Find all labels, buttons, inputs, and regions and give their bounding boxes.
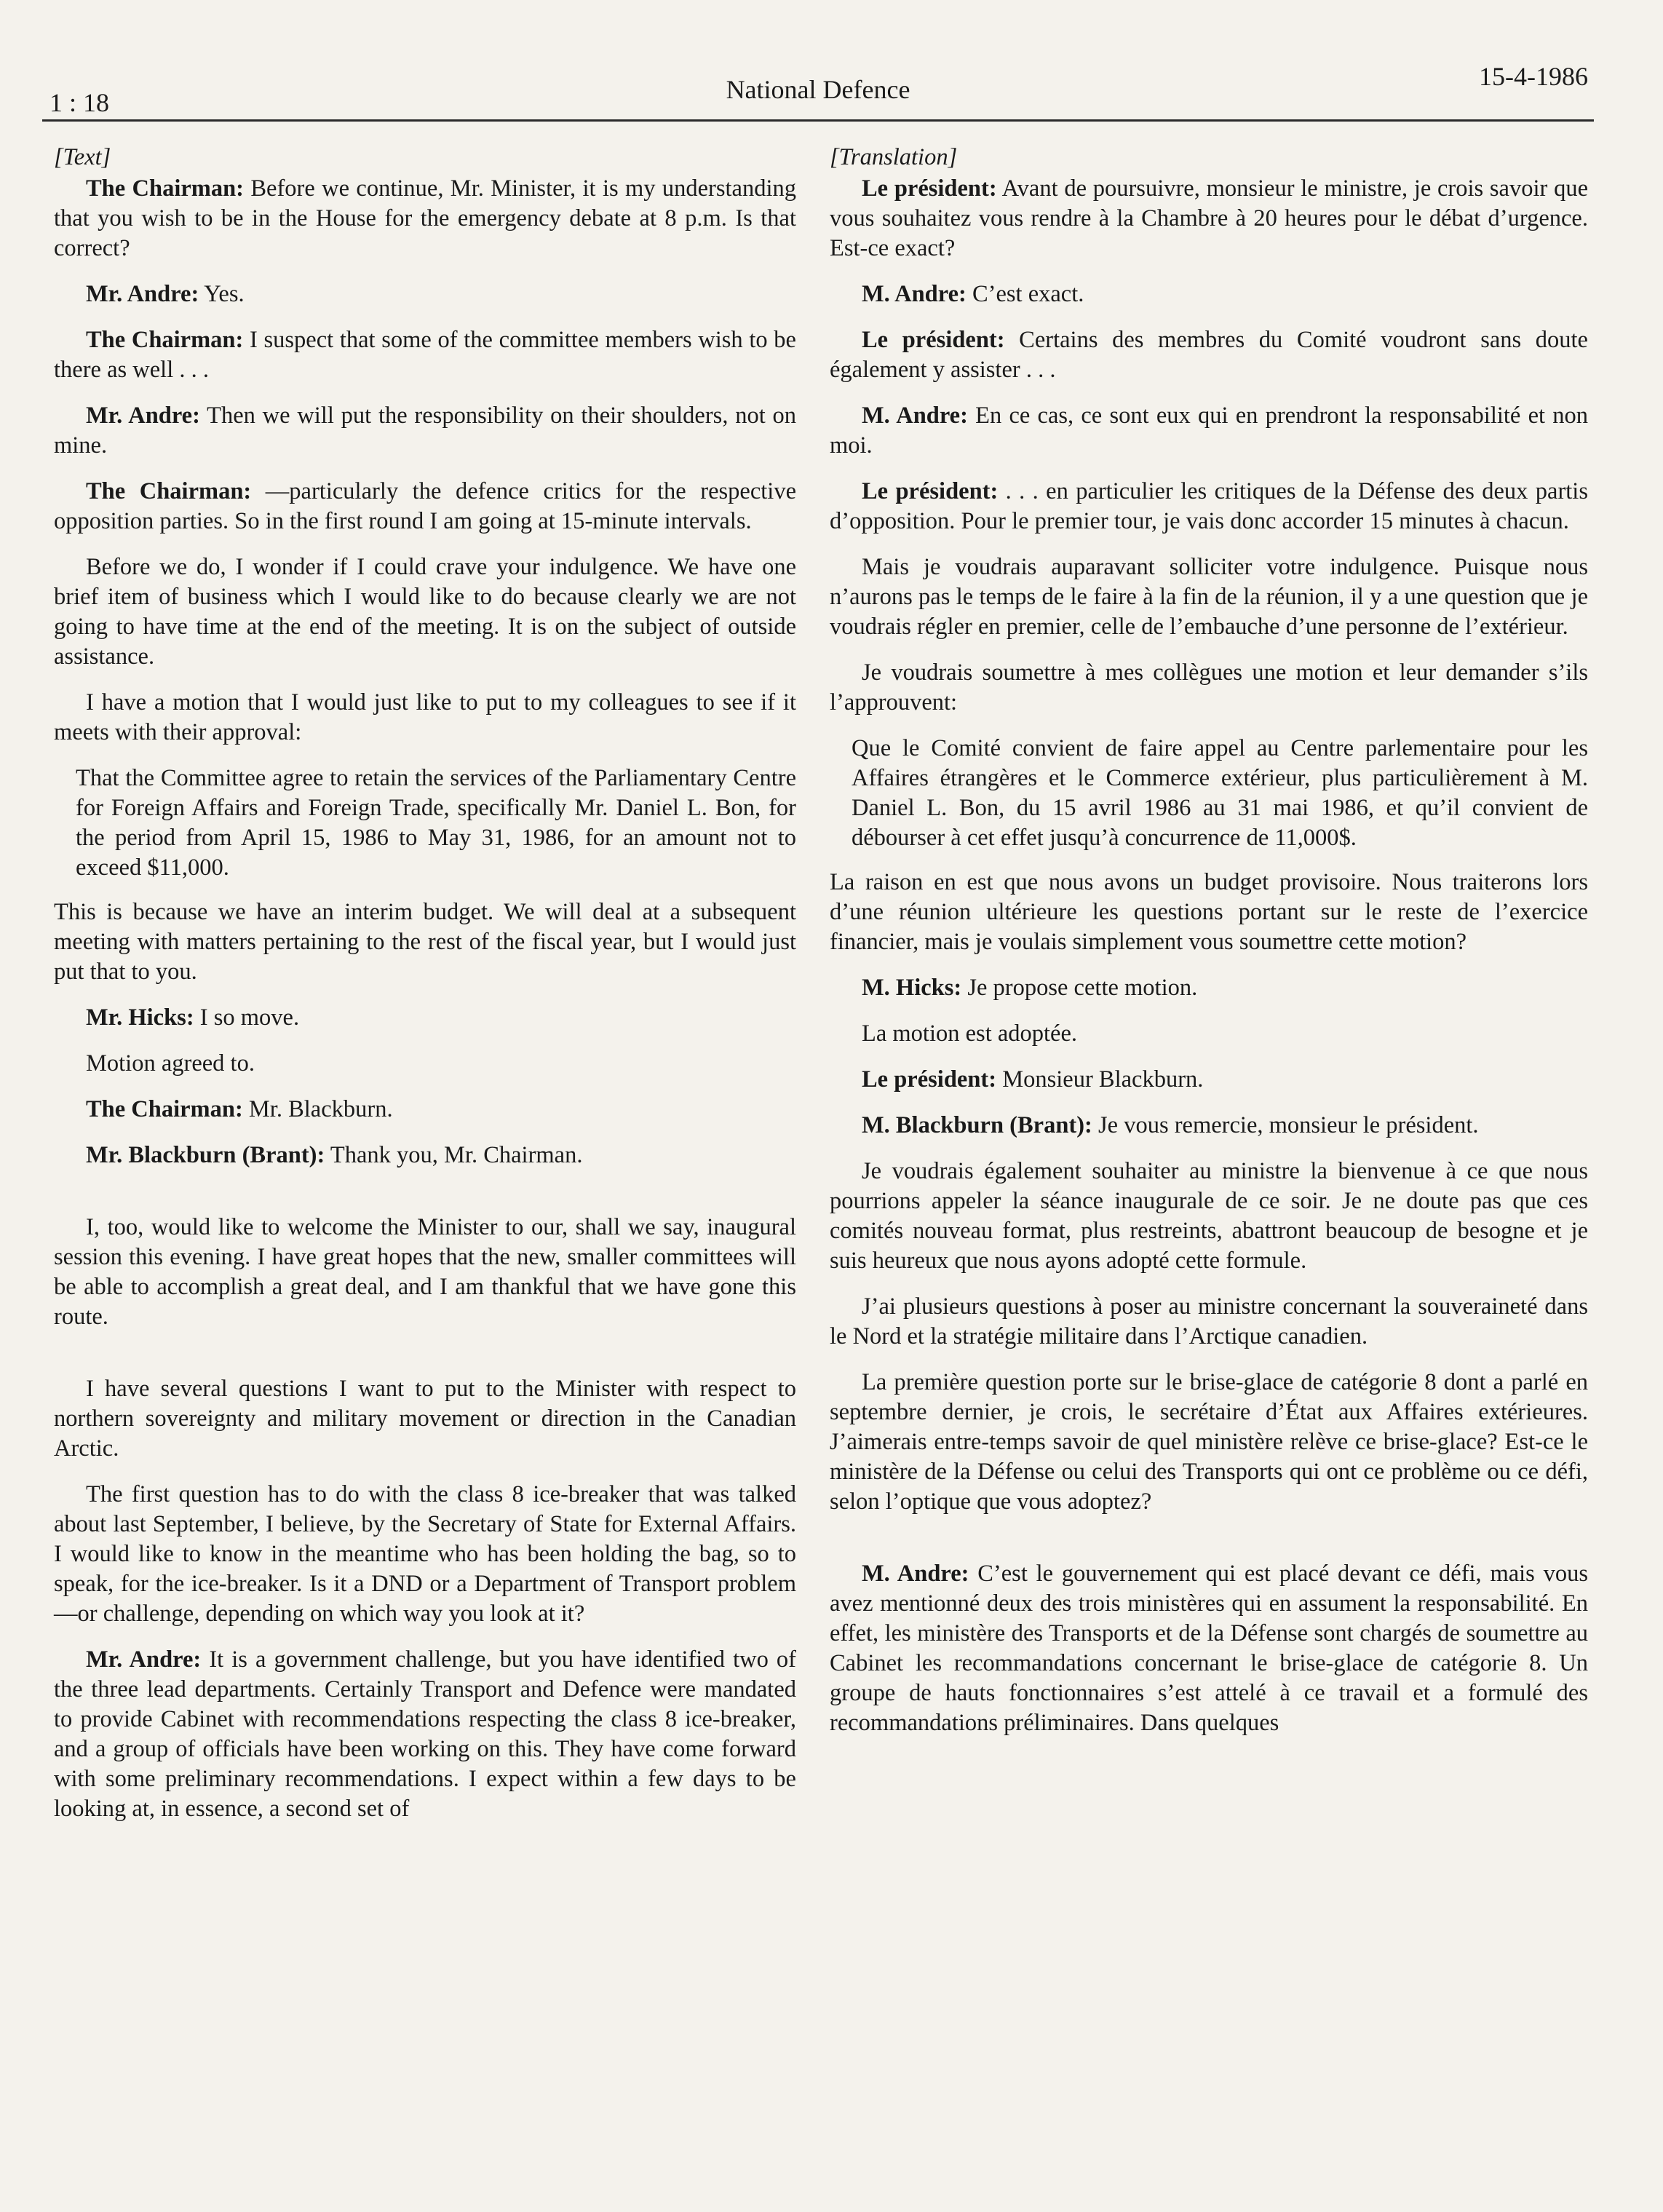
speech-text: Then we will put the responsibility on their shoulders, not on mine. bbox=[54, 403, 797, 459]
speech-text: Je voudrais également souhaiter au ministre la bienvenue à ce que nous pourrions appeler la séance inaugurale de ce soir. Je ne doute pas que ces comités nouveau format, plus restreints, abattront beaucoup de besogne et je suis heureux que nous ayons adopté cette formule. bbox=[830, 1158, 1588, 1274]
speech-text: The first question has to do with the class 8 ice-breaker that was talked about last September, I believe, by the Secretary of State for External Affairs. I would like to know in the meantime who has been holding the bag, so to speak, for the ice-breaker. Is it a DND or a Department of Transport problem—or challenge, depending on which way you look at it? bbox=[54, 1481, 796, 1627]
speech-text: Yes. bbox=[199, 281, 245, 307]
speaker-name: The Chairman: bbox=[86, 175, 245, 202]
paragraph bbox=[830, 1368, 1588, 1517]
paragraph bbox=[54, 174, 796, 263]
paragraph bbox=[830, 477, 1588, 536]
paragraph bbox=[54, 280, 796, 309]
english-column bbox=[54, 143, 796, 1840]
speech-text: La raison en est que nous avons un budget provisoire. Nous traiterons lors d’une réunion ultérieure les questions portant sur le reste de l’exercice financier, mais je voulais simplement vous soumettre cette motion? bbox=[830, 869, 1588, 955]
speech-text: Before we continue, Mr. Minister, it is my understanding that you wish to be in the House for the emergency debate at 8 p.m. Is that correct? bbox=[54, 175, 796, 261]
speech-text: Je propose cette motion. bbox=[961, 975, 1198, 1001]
speech-text: La première question porte sur le brise-glace de catégorie 8 dont a parlé en septembre dernier, je crois, le secrétaire d’État aux Affaires extérieures. J’aimerais entre-temps savoir de quel ministère relève ce brise-glace? Est-ce le ministère de la Défense ou celui des Transports qui ont ce problème ou ce défi, selon l’optique que vous adoptez? bbox=[830, 1369, 1588, 1515]
paragraph bbox=[54, 552, 796, 672]
speech-text: I so move. bbox=[194, 1004, 300, 1031]
speech-text: I have a motion that I would just like to put to my colleagues to see if it meets with their approval: bbox=[54, 689, 796, 745]
french-column bbox=[830, 143, 1588, 1754]
paragraph bbox=[830, 552, 1588, 642]
paragraph bbox=[830, 1157, 1588, 1276]
page-date: 15-4-1986 bbox=[1479, 62, 1588, 91]
speech-text: Mr. Blackburn. bbox=[242, 1096, 393, 1122]
paragraph bbox=[830, 325, 1588, 385]
page-header bbox=[42, 61, 1594, 122]
speaker-name: Mr. Andre: bbox=[86, 281, 199, 307]
paragraph bbox=[830, 280, 1588, 309]
paragraph bbox=[54, 688, 796, 748]
speech-text: Certains des membres du Comité voudront sans doute également y assister . . . bbox=[830, 327, 1588, 383]
paragraph bbox=[830, 1019, 1588, 1049]
speech-text: I suspect that some of the committee members wish to be there as well . . . bbox=[54, 327, 796, 383]
speaker-name: Le président: bbox=[862, 175, 997, 202]
speech-text: I, too, would like to welcome the Minister to our, shall we say, inaugural session this evening. I have great hopes that the new, smaller committees will be able to accomplish a great deal, and I am thankful that we have gone this route. bbox=[54, 1214, 796, 1330]
paragraph bbox=[54, 477, 796, 536]
paragraph bbox=[54, 897, 796, 987]
paragraph bbox=[54, 1374, 796, 1464]
page-title: National Defence bbox=[726, 75, 910, 104]
speech-text: Mais je voudrais auparavant solliciter votre indulgence. Puisque nous n’aurons pas le temps de le faire à la fin de la réunion, il y a une question que je voudrais régler en premier, celle de l’embauche d’une personne de l’extérieur. bbox=[830, 554, 1588, 640]
paragraph bbox=[830, 174, 1588, 263]
speaker-name: Le président: bbox=[862, 478, 999, 504]
speech-text: Before we do, I wonder if I could crave your indulgence. We have one brief item of business which I would like to do because clearly we are not going to have time at the end of the meeting. It is on the subject of outside assistance. bbox=[54, 554, 796, 670]
paragraph bbox=[54, 1003, 796, 1033]
paragraph bbox=[830, 401, 1588, 461]
language-marker: [Text] bbox=[54, 144, 111, 170]
page-number: 1 : 18 bbox=[49, 88, 110, 117]
paragraph bbox=[54, 401, 796, 461]
speaker-name: Le président: bbox=[862, 1066, 997, 1093]
paragraph bbox=[54, 1141, 796, 1170]
speech-text: Monsieur Blackburn. bbox=[996, 1066, 1204, 1093]
speech-text: En ce cas, ce sont eux qui en prendront la responsabilité et non moi. bbox=[830, 403, 1588, 459]
paragraph bbox=[830, 658, 1588, 718]
speaker-name: M. Andre: bbox=[862, 1561, 969, 1587]
speech-text: Motion agreed to. bbox=[86, 1050, 255, 1077]
paragraph bbox=[830, 973, 1588, 1003]
speech-text: This is because we have an interim budget. We will deal at a subsequent meeting with matters pertaining to the rest of the fiscal year, but I would just put that to you. bbox=[54, 899, 796, 985]
speech-text: —particularly the defence critics for the respective opposition parties. So in the first round I am going at 15-minute intervals. bbox=[54, 478, 796, 534]
language-marker: [Translation] bbox=[830, 144, 958, 170]
paragraph bbox=[54, 1645, 796, 1824]
paragraph bbox=[830, 868, 1588, 957]
speaker-name: M. Blackburn (Brant): bbox=[862, 1112, 1092, 1138]
paragraph bbox=[830, 1065, 1588, 1095]
speech-text: J’ai plusieurs questions à poser au ministre concernant la souveraineté dans le Nord et la stratégie militaire dans l’Arctique canadien. bbox=[830, 1293, 1588, 1349]
speaker-name: The Chairman: bbox=[86, 478, 252, 504]
speaker-name: The Chairman: bbox=[86, 327, 244, 353]
paragraph bbox=[830, 1111, 1588, 1141]
speaker-name: Mr. Blackburn (Brant): bbox=[86, 1142, 325, 1168]
speech-text: Thank you, Mr. Chairman. bbox=[325, 1142, 583, 1168]
speech-text: Que le Comité convient de faire appel au Centre parlementaire pour les Affaires étrangères et le Commerce extérieur, plus particulièrement à M. Daniel L. Bon, du 15 avril 1986 au 31 mai 1986, et qu’il convient de débourser à cet effet jusqu’à concurrence de 11,000$. bbox=[852, 735, 1588, 851]
speech-text: . . . en particulier les critiques de la Défense des deux partis d’opposition. Pour le premier tour, je vais donc accorder 15 minutes à chacun. bbox=[830, 478, 1588, 534]
paragraph bbox=[830, 1292, 1588, 1352]
speaker-name: Mr. Hicks: bbox=[86, 1004, 194, 1031]
motion-text bbox=[852, 734, 1588, 853]
paragraph bbox=[54, 1095, 796, 1125]
speech-text: I have several questions I want to put to the Minister with respect to northern sovereignty and military movement or direction in the Canadian Arctic. bbox=[54, 1376, 796, 1462]
speech-text: It is a government challenge, but you have identified two of the three lead departments. Certainly Transport and Defence were mandated to provide Cabinet with recommendations respecting the class 8 ice-breaker, and a group of officials have been working on this. They have come forward with some preliminary recommendations. I expect within a few days to be looking at, in essence, a second set of bbox=[54, 1646, 796, 1822]
speaker-name: The Chairman: bbox=[86, 1096, 243, 1122]
paragraph bbox=[54, 1049, 796, 1079]
speech-text: Avant de poursuivre, monsieur le ministre, je crois savoir que vous souhaitez vous rendre à la Chambre à 20 heures pour le débat d’urgence. Est-ce exact? bbox=[830, 175, 1588, 261]
paragraph bbox=[54, 1480, 796, 1629]
speech-text: La motion est adoptée. bbox=[862, 1020, 1078, 1047]
paragraph bbox=[54, 325, 796, 385]
speaker-name: M. Andre: bbox=[862, 403, 968, 429]
paragraph bbox=[54, 1213, 796, 1332]
paragraph bbox=[830, 1559, 1588, 1738]
speaker-name: Le président: bbox=[862, 327, 1005, 353]
speaker-name: M. Hicks: bbox=[862, 975, 962, 1001]
speech-text: Je voudrais soumettre à mes collègues une motion et leur demander s’ils l’approuvent: bbox=[830, 659, 1588, 715]
speaker-name: Mr. Andre: bbox=[86, 1646, 202, 1673]
motion-text bbox=[76, 764, 796, 883]
speaker-name: Mr. Andre: bbox=[86, 403, 200, 429]
speech-text: Je vous remercie, monsieur le président. bbox=[1092, 1112, 1479, 1138]
speech-text: That the Committee agree to retain the services of the Parliamentary Centre for Foreign Affairs and Foreign Trade, specifically Mr. Daniel L. Bon, for the period from April 15, 1986 to May 31, 1986, for an amount not to exceed $11,000. bbox=[76, 765, 796, 881]
speech-text: C’est exact. bbox=[966, 281, 1084, 307]
speech-text: C’est le gouvernement qui est placé devant ce défi, mais vous avez mentionné deux des trois ministères qui en assument la responsabilité. En effet, les ministère des Transports et de la Défense sont chargés de soumettre au Cabinet les recommandations concernant le brise-glace de catégorie 8. Un groupe de hauts fonctionnaires s’est attelé à ce travail et a formulé des recommandations préliminaires. Dans quelques bbox=[830, 1561, 1588, 1736]
speaker-name: M. Andre: bbox=[862, 281, 967, 307]
